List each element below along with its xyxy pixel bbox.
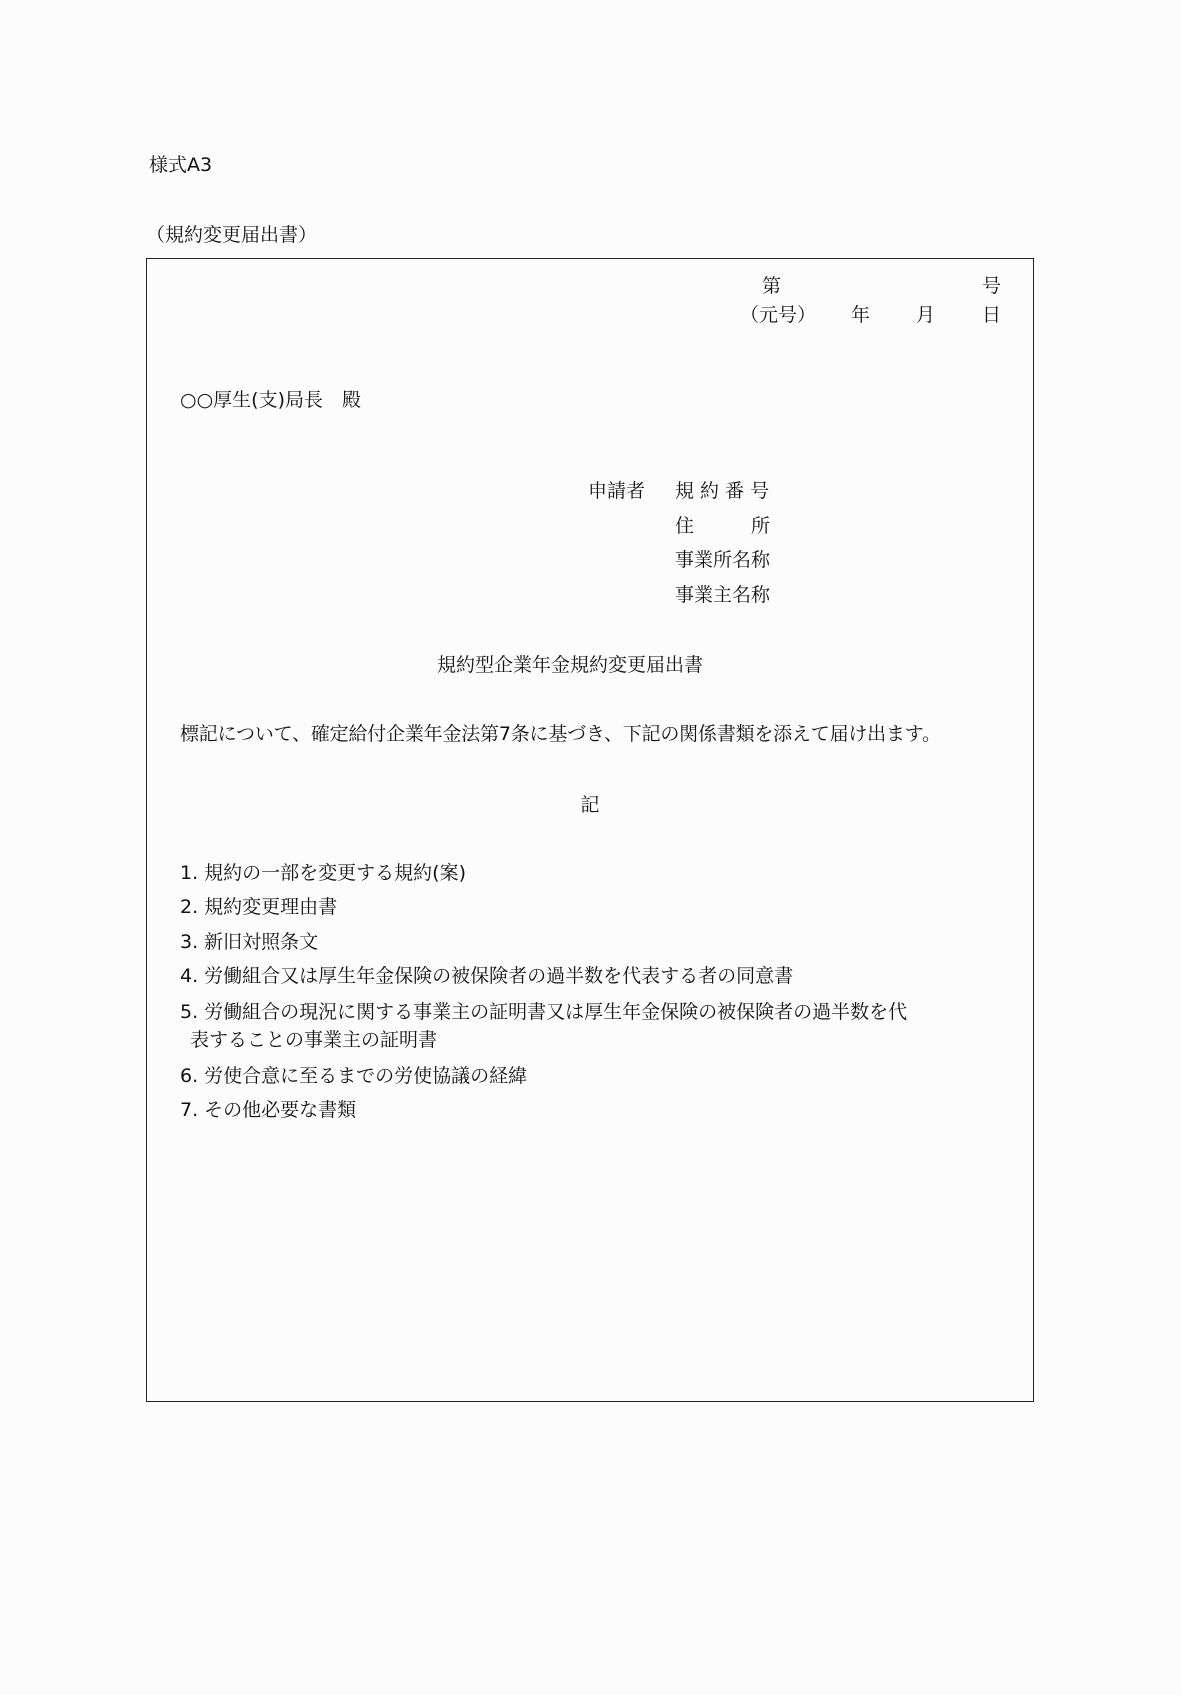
form-caption: （規約変更届出書） [146, 224, 318, 246]
list-item: 5. 労働組合の現況に関する事業主の証明書又は厚生年金保険の被保険者の過半数を代 [180, 1001, 908, 1023]
applicant-label: 申請者 [588, 480, 646, 502]
ki-heading: 記 [580, 794, 600, 816]
day-label: 日 [982, 304, 1002, 326]
number-prefix: 第 [762, 275, 782, 297]
list-item: 7. その他必要な書類 [180, 1099, 357, 1121]
list-item-continuation: 表することの事業主の証明書 [190, 1029, 438, 1051]
list-item: 3. 新旧対照条文 [180, 931, 319, 953]
applicant-field-office: 事業所名称 [675, 549, 771, 571]
number-suffix: 号 [982, 275, 1002, 297]
list-item: 6. 労使合意に至るまでの労使協議の経緯 [180, 1065, 528, 1087]
form-label: 様式A3 [149, 154, 213, 176]
list-item: 4. 労働組合又は厚生年金保険の被保険者の過半数を代表する者の同意書 [180, 965, 794, 987]
addressee: ○○厚生(支)局長 殿 [180, 389, 361, 411]
month-label: 月 [916, 304, 936, 326]
document-title: 規約型企業年金規約変更届出書 [437, 654, 704, 676]
list-item: 1. 規約の一部を変更する規約(案) [180, 862, 466, 884]
list-item: 2. 規約変更理由書 [180, 896, 338, 918]
year-label: 年 [851, 304, 871, 326]
body-text: 標記について、確定給付企業年金法第7条に基づき、下記の関係書類を添えて届け出ます。 [180, 723, 941, 745]
era-label: （元号） [740, 304, 817, 326]
applicant-field-employer: 事業主名称 [675, 584, 771, 606]
applicant-field-address: 住 所 [675, 515, 771, 537]
form-frame [146, 258, 1034, 1402]
applicant-field-number: 規 約 番 号 [675, 480, 770, 502]
